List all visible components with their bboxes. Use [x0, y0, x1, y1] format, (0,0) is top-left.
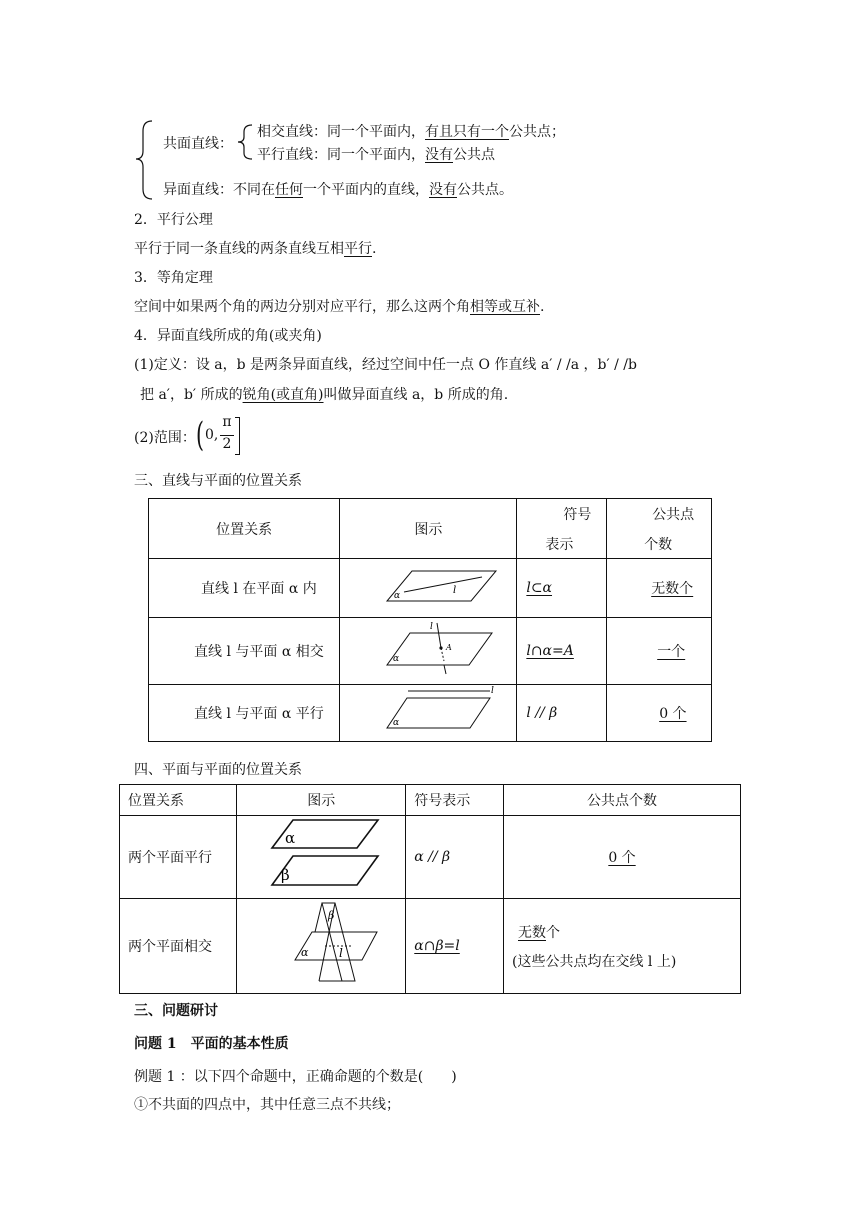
range-zero: 0, — [205, 427, 219, 443]
svg-text:l: l — [453, 585, 457, 596]
figure-cell — [237, 816, 406, 899]
count-cell: 一个 — [607, 618, 712, 685]
intersecting-planes-figure — [237, 899, 405, 989]
svg-text:l: l — [430, 622, 434, 632]
header-figure: 图示 — [340, 499, 517, 559]
range-interval — [196, 415, 246, 459]
intersect-line-text: 相交直线：同一个平面内，有且只有一个公共点； — [257, 124, 565, 140]
relation-cell: 直线 l 与平面 α 平行 — [149, 685, 340, 742]
relation-cell: 两个平面平行 — [120, 816, 237, 899]
header-figure: 图示 — [237, 785, 406, 816]
figure-cell — [237, 899, 406, 994]
section-2-text: 平行于同一条直线的两条直线互相平行. — [134, 241, 377, 257]
svg-text:l: l — [339, 946, 344, 960]
parallel-line-text: 平行直线：同一个平面内，没有公共点 — [257, 147, 495, 163]
count-cell: 无数个 — [607, 559, 712, 618]
table-header-row — [149, 499, 712, 559]
table-row — [149, 618, 712, 685]
count-cell: 无数个 (这些公共点均在交线 l 上) — [504, 899, 741, 994]
section-4-heading: 4．异面直线所成的角(或夹角) — [134, 328, 322, 344]
svg-text:A: A — [446, 643, 453, 652]
svg-text:α: α — [285, 829, 296, 847]
header-relation: 位置关系 — [120, 785, 237, 816]
svg-text:α: α — [393, 654, 400, 664]
header-symbol: 符号表示 — [406, 785, 504, 816]
svg-text:β: β — [281, 866, 290, 884]
symbol-cell: l // β — [517, 685, 607, 742]
definition-line-2: 把 a′，b′ 所成的锐角(或直角)叫做异面直线 a，b 所成的角. — [140, 387, 509, 403]
relation-cell: 直线 l 与平面 α 相交 — [149, 618, 340, 685]
example-1-text: 例题 1 ：以下四个命题中，正确命题的个数是( ) — [134, 1069, 457, 1085]
symbol-cell: l∩α=A — [517, 618, 607, 685]
definition-line: (1)定义：设 a，b 是两条异面直线，经过空间中任一点 O 作直线 a′ / /a ，b′ / /b — [134, 357, 637, 373]
table-row — [120, 816, 741, 899]
header-count: 公共点 个数 — [607, 499, 712, 559]
header-symbol: 符号 表示 — [517, 499, 607, 559]
relation-cell: 两个平面相交 — [120, 899, 237, 994]
problem-section-heading: 三、问题研讨 — [134, 1003, 218, 1019]
svg-text:l: l — [491, 686, 495, 696]
svg-text:α: α — [301, 946, 309, 959]
close-bracket — [235, 417, 240, 455]
svg-text:α: α — [393, 718, 400, 728]
section-3-text: 空间中如果两个角的两边分别对应平行，那么这两个角相等或互补. — [134, 299, 545, 315]
line-plane-table — [148, 498, 712, 742]
skew-line-text: 异面直线：不同在任何一个平面内的直线，没有公共点。 — [163, 182, 513, 198]
range-label: (2)范围： — [134, 430, 196, 446]
line-in-plane-figure — [340, 559, 516, 613]
table-header-row — [120, 785, 741, 816]
open-paren: ( — [196, 415, 204, 455]
range-denominator: 2 — [222, 436, 232, 452]
figure-cell — [340, 559, 517, 618]
svg-text:α: α — [394, 591, 401, 601]
symbol-cell: α // β — [406, 816, 504, 899]
coplanar-label: 共面直线： — [163, 136, 233, 152]
table-row — [149, 559, 712, 618]
section-2-heading: 2．平行公理 — [134, 212, 213, 228]
question-1-heading: 问题 1 平面的基本性质 — [134, 1036, 289, 1052]
count-cell: 0 个 — [504, 816, 741, 899]
plane-plane-heading: 四、平面与平面的位置关系 — [134, 762, 302, 778]
svg-text:β: β — [328, 909, 335, 922]
section-3-heading: 3．等角定理 — [134, 270, 213, 286]
example-item-1: ①不共面的四点中，其中任意三点不共线； — [134, 1097, 400, 1113]
relation-cell: 直线 l 在平面 α 内 — [149, 559, 340, 618]
range-numerator: π — [222, 414, 232, 430]
figure-cell — [340, 618, 517, 685]
line-intersects-plane-figure — [340, 618, 516, 680]
line-plane-heading: 三、直线与平面的位置关系 — [134, 473, 302, 489]
plane-plane-table — [119, 784, 741, 994]
count-cell: 0 个 — [607, 685, 712, 742]
table-row — [149, 685, 712, 742]
line-parallel-plane-figure — [340, 685, 516, 737]
header-count: 公共点个数 — [504, 785, 741, 816]
symbol-cell: l⊂α — [517, 559, 607, 618]
figure-cell — [340, 685, 517, 742]
symbol-cell: α∩β=l — [406, 899, 504, 994]
parallel-planes-figure — [237, 816, 405, 894]
table-row — [120, 899, 741, 994]
header-relation: 位置关系 — [149, 499, 340, 559]
